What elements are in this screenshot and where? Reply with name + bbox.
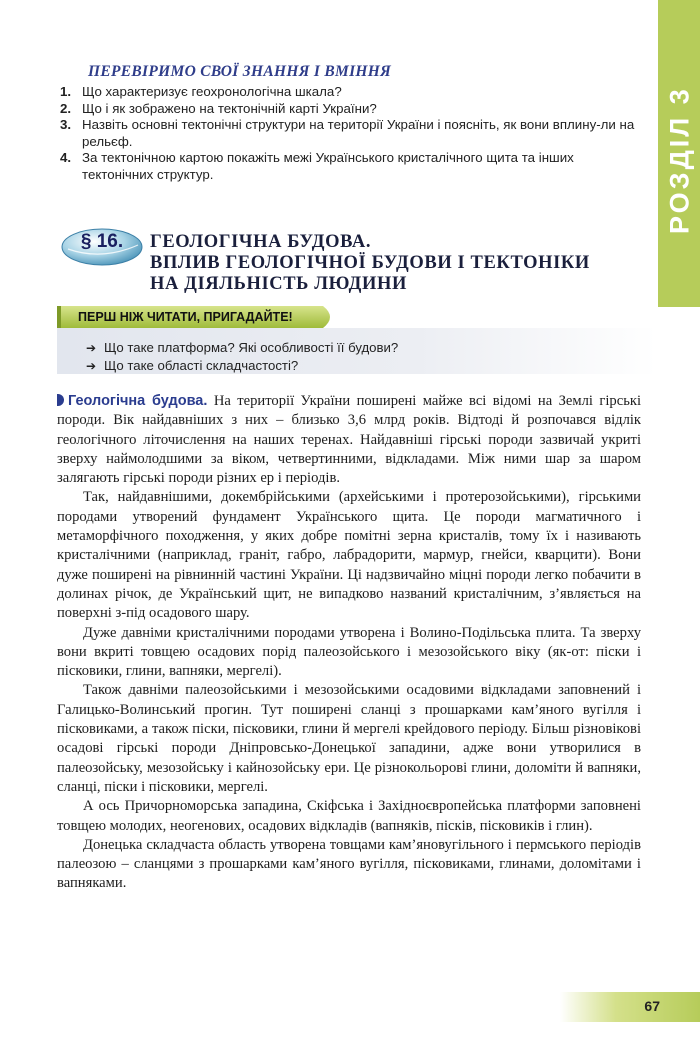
section-number-badge (60, 227, 144, 267)
remember-list (86, 339, 398, 375)
main-text (57, 392, 641, 894)
paragraph: Дуже давніми кристалічними породами утворена і Волино-Подільська плита. Та зверху вони вкриті товщею осадових порід палеозойського і мезозойського віку (як-от: піски і пісковики, глини, вапняки, мергелі). (57, 624, 641, 680)
question-text: Назвіть основні тектонічні структури на території України і поясніть, як вони вплину-ли на рельєф. (82, 117, 635, 149)
lead-heading: Геологічна будова. (68, 393, 208, 409)
list-item (60, 117, 645, 150)
list-item (86, 339, 398, 357)
paragraph: Також давніми палеозойськими і мезозойськими осадовими відкладами заповнений і Галицько-Волинський прогин. Тут поширені сланці з прошарками кам’яного вугілля і пісковиками, а також піски, пісковики, глини й мергелі крейдового періоду. Більш різновікові осадові гірські породи Дніпровсько-Донецької западини, адже вони утворилися в палеозойську, мезозойську і кайнозойську ери. Це різнокольорові глини, доломіти й вапняки, сланці, піски і пісковики, мергелі. (57, 682, 641, 795)
arrow-right-icon: ➔ (86, 359, 97, 373)
question-text: Що характеризує геохронологічна шкала? (82, 84, 342, 99)
list-item (60, 150, 645, 183)
bullet-marker-icon (57, 394, 64, 406)
check-knowledge-heading: ПЕРЕВІРИМО СВОЇ ЗНАННЯ І ВМІННЯ (88, 63, 392, 80)
paragraph: Донецька складчаста область утворена товщами кам’яновугільного і пермського періодів палеозою – сланцями з прошарками кам’яного вугілля, пісковиками, глинами, доломітами і вапняками. (57, 836, 641, 892)
page-number: 67 (644, 998, 660, 1014)
review-questions-list (60, 84, 645, 183)
section-title-line: ГЕОЛОГІЧНА БУДОВА. (150, 232, 372, 252)
chapter-label: РОЗДІЛ 3 (664, 86, 695, 234)
remember-label: ПЕРШ НІЖ ЧИТАТИ, ПРИГАДАЙТЕ! (78, 310, 293, 324)
paragraph: Так, найдавнішими, докембрійськими (архейськими і протерозойськими), гірськими породами утворений фундамент Українського щита. Це породи магматичного і метаморфічного походження, у яких добре помітні зерна кристалів, тому їх і називають кристалічними (наприклад, граніт, габро, лабрадорити, мармур, гнейси, кварцити). Вони дуже поширені на рівнинній частині України. Ці надзвичайно міцні породи легко побачити в долинах річок, де Український щит, не випадково названий кристалічним, з’являється на поверхні з-під осадового шару. (57, 489, 641, 622)
remember-item-text: Що таке платформа? Які особливості її будови? (104, 340, 399, 355)
arrow-right-icon: ➔ (86, 341, 97, 355)
question-text: Що і як зображено на тектонічній карті України? (82, 100, 377, 116)
paragraph: А ось Причорноморська западина, Скіфська і Західноєвропейська платформи заповнені товщею молодих, неогенових, осадових відкладів (вапняків, пісків, пісковиків і глин). (57, 798, 641, 834)
paragraph-text: На території України поширені майже всі відомі на Землі гірські породи. Вік найдавніших з них – близько 3,6 млрд років. Відтоді й розпочався відлік геологічного літочислення на наших теренах. Найдавніші гірські породи зазвичай укриті зверху наймолодшими за віком, четвертинними, відкладами. Між ними шар за шаром залягають гірські породи різних ер і періодів. (57, 393, 642, 487)
paragraph (57, 392, 641, 488)
question-text: За тектонічною картою покажіть межі Українського кристалічного щита та інших тектонічних структур. (82, 150, 574, 182)
question-number: 1. (60, 84, 72, 99)
list-item (60, 84, 645, 101)
list-item (60, 101, 645, 118)
question-number: 3. (60, 117, 72, 132)
section-title-line: ВПЛИВ ГЕОЛОГІЧНОЇ БУДОВИ І ТЕКТОНІКИ (150, 253, 590, 273)
list-item (86, 357, 398, 375)
section-title (150, 232, 630, 295)
question-number: 4. (60, 150, 72, 165)
section-number: § 16. (80, 231, 124, 252)
remember-item-text: Що таке області складчастості? (104, 358, 299, 373)
section-title-line: НА ДІЯЛЬНІСТЬ ЛЮДИНИ (150, 274, 407, 294)
question-number: 2. (60, 100, 72, 116)
